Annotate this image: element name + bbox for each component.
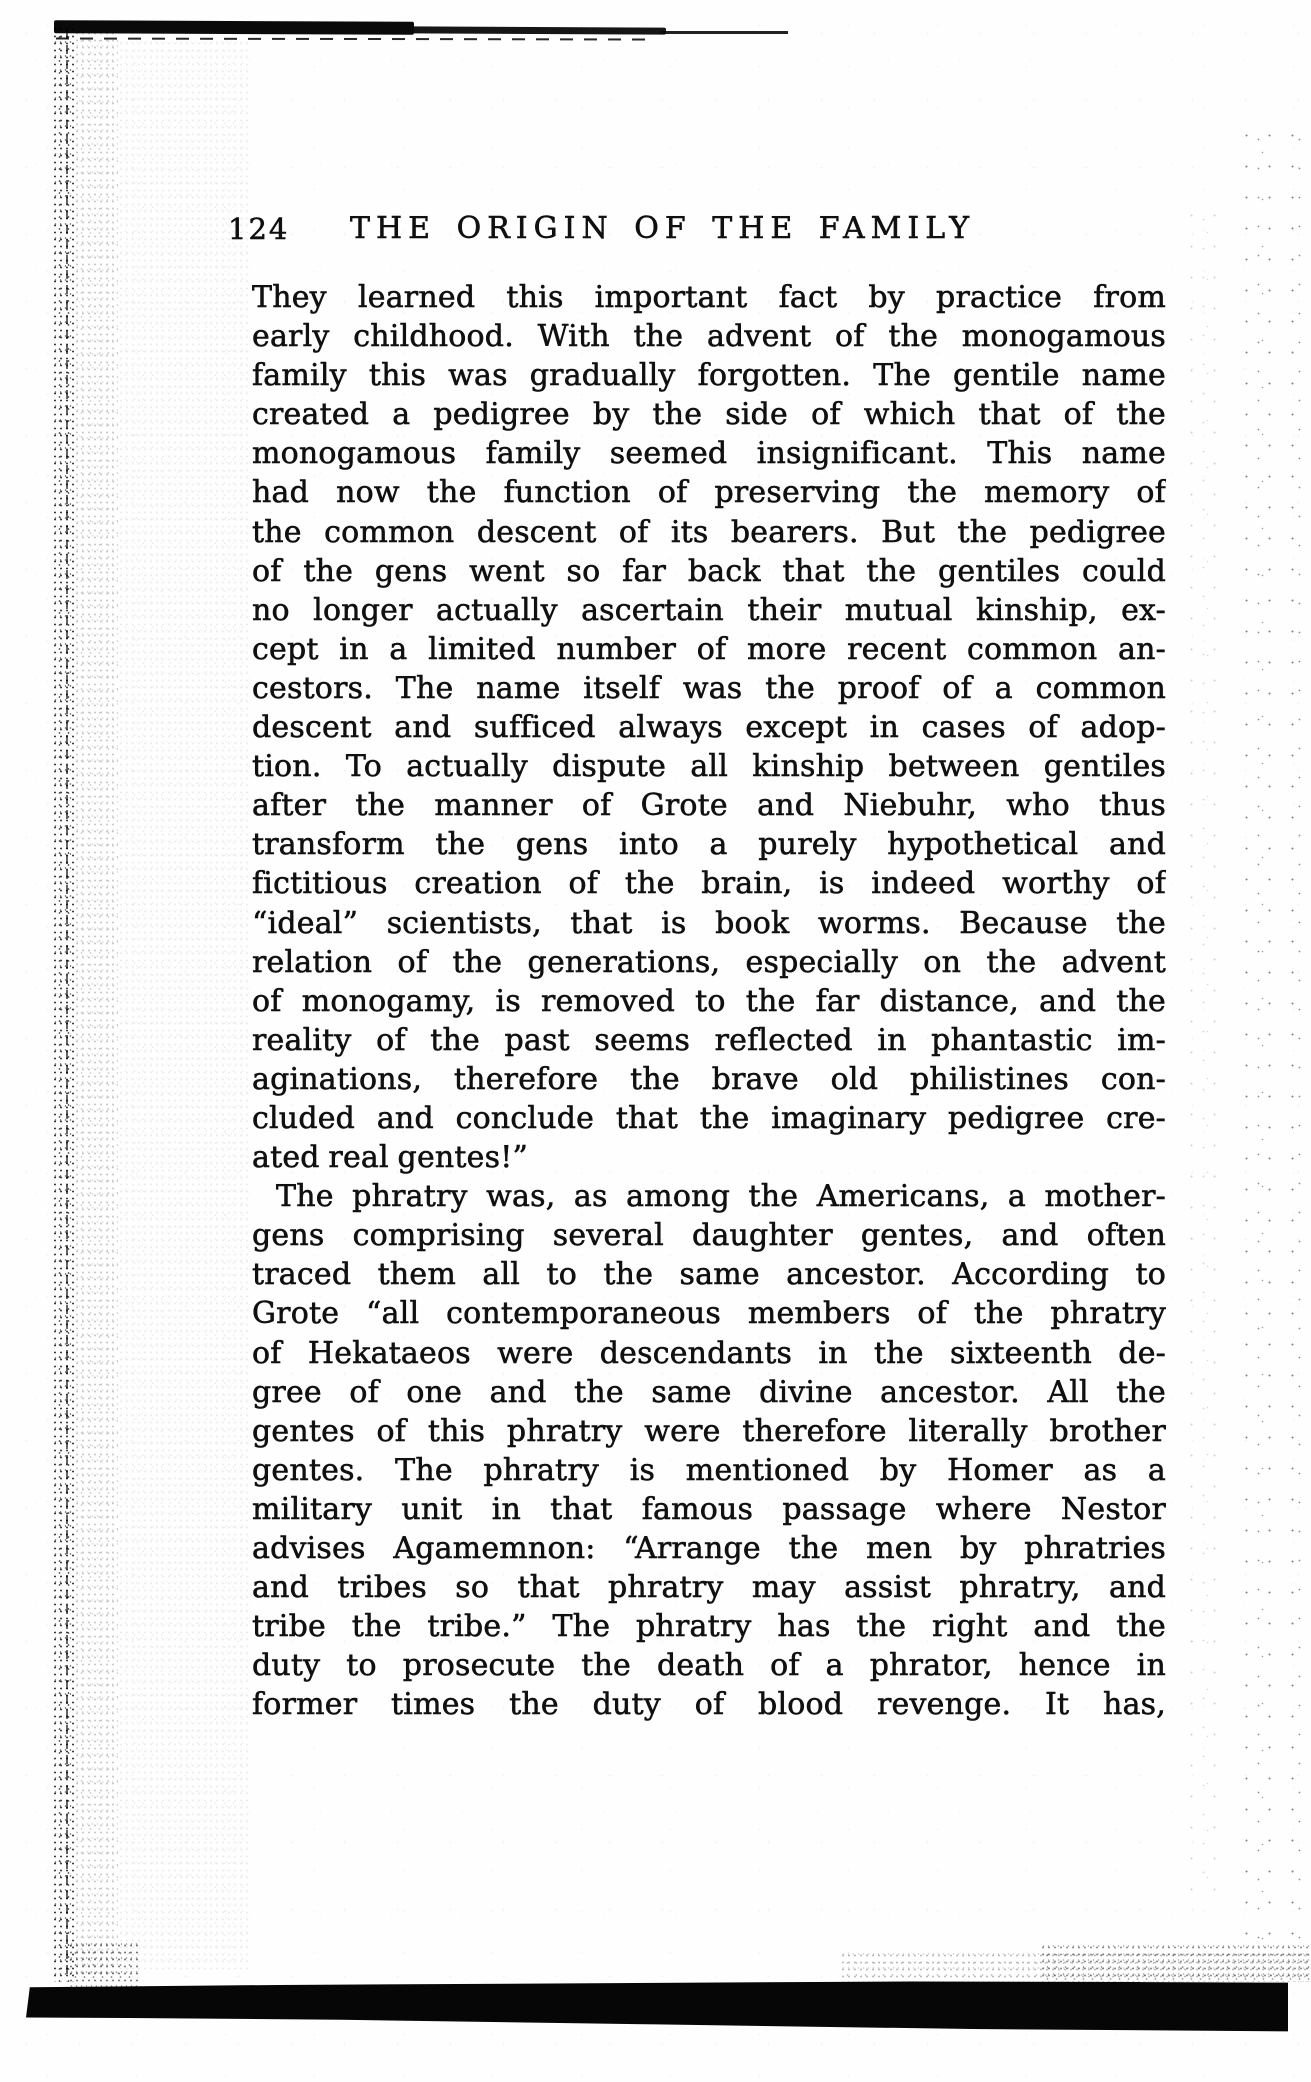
- text-line: early childhood. With the advent of the monogamous: [252, 319, 1166, 355]
- text-line: created a pedigree by the side of which that of the: [252, 397, 1166, 433]
- top-scan-edge-bar-thin: [408, 26, 666, 34]
- bottom-speckle-wedge: [840, 1952, 1310, 1982]
- page-number: 124: [228, 212, 290, 246]
- text-line: after the manner of Grote and Niebuhr, who thus: [252, 788, 1166, 824]
- text-line: reality of the past seems reflected in phantastic im-: [252, 1022, 1166, 1058]
- text-line: cluded and conclude that the imaginary pedigree cre-: [252, 1100, 1166, 1136]
- text-line: of the gens went so far back that the gentiles could: [252, 553, 1166, 589]
- text-line: cestors. The name itself was the proof of a common: [252, 670, 1166, 706]
- top-scan-edge-line: [660, 31, 788, 34]
- text-line: tion. To actually dispute all kinship between gentiles: [252, 749, 1166, 785]
- text-line: family this was gradually forgotten. The gentile name: [252, 358, 1166, 394]
- left-binding-speckle: [74, 30, 118, 1975]
- bottom-left-corner-speckle: [68, 1942, 138, 1990]
- text-line: advises Agamemnon: “Arrange the men by phratries: [252, 1531, 1166, 1566]
- running-header-title: THE ORIGIN OF THE FAMILY: [350, 211, 976, 246]
- text-line: duty to prosecute the death of a phrator, hence in: [252, 1648, 1166, 1684]
- text-line: and tribes so that phratry may assist phratry, and: [252, 1570, 1166, 1606]
- text-line: traced them all to the same ancestor. According to: [252, 1257, 1166, 1293]
- text-line: aginations, therefore the brave old philistines con-: [252, 1061, 1166, 1097]
- text-line: monogamous family seemed insignificant. This name: [252, 436, 1166, 472]
- text-line: relation of the generations, especially on the advent: [252, 944, 1166, 980]
- left-binding-line: [66, 30, 68, 1980]
- text-line: tribe the tribe.” The phratry has the right and the: [252, 1609, 1166, 1645]
- bottom-scan-edge-bar: [26, 1978, 1288, 2036]
- text-line: They learned this important fact by practice from: [252, 280, 1166, 315]
- text-line: of monogamy, is removed to the far distance, and the: [252, 983, 1166, 1019]
- text-line: of Hekataeos were descendants in the sixteenth de-: [252, 1335, 1166, 1371]
- text-line: gens comprising several daughter gentes, and often: [252, 1218, 1166, 1254]
- text-line: military unit in that famous passage where Nestor: [252, 1491, 1166, 1527]
- text-line: cept in a limited number of more recent common an-: [252, 631, 1166, 667]
- text-line: “ideal” scientists, that is book worms. Because the: [252, 905, 1166, 941]
- body-text-block: [252, 278, 1166, 1724]
- left-binding-shadow: [52, 26, 74, 1982]
- right-inner-speckle: [1180, 200, 1235, 1900]
- text-line: descent and sufficed always except in cases of adop-: [252, 710, 1166, 746]
- right-edge-speckle: [1235, 120, 1311, 1960]
- text-line: gentes. The phratry is mentioned by Homer as a: [252, 1452, 1166, 1488]
- text-line: transform the gens into a purely hypothetical and: [252, 827, 1166, 863]
- left-margin-speckle: [118, 40, 250, 1970]
- text-line: had now the function of preserving the memory of: [252, 475, 1166, 511]
- text-line: former times the duty of blood revenge. It has,: [252, 1687, 1166, 1723]
- top-scan-edge-bar: [54, 20, 414, 35]
- bottom-speckle-wedge-dense: [1040, 1944, 1311, 1982]
- text-line: gentes of this phratry were therefore literally brother: [252, 1413, 1166, 1449]
- text-line: Grote “all contemporaneous members of the phratry: [252, 1296, 1166, 1332]
- text-line: The phratry was, as among the Americans, a mother-: [276, 1179, 1166, 1215]
- text-line: ated real gentes!”: [252, 1140, 529, 1176]
- text-line: fictitious creation of the brain, is indeed worthy of: [252, 866, 1166, 902]
- text-line: gree of one and the same divine ancestor. All the: [252, 1374, 1166, 1410]
- top-scan-dashed-line: [56, 37, 652, 40]
- text-line: no longer actually ascertain their mutual kinship, ex-: [252, 592, 1166, 628]
- text-line: the common descent of its bearers. But the pedigree: [252, 514, 1166, 550]
